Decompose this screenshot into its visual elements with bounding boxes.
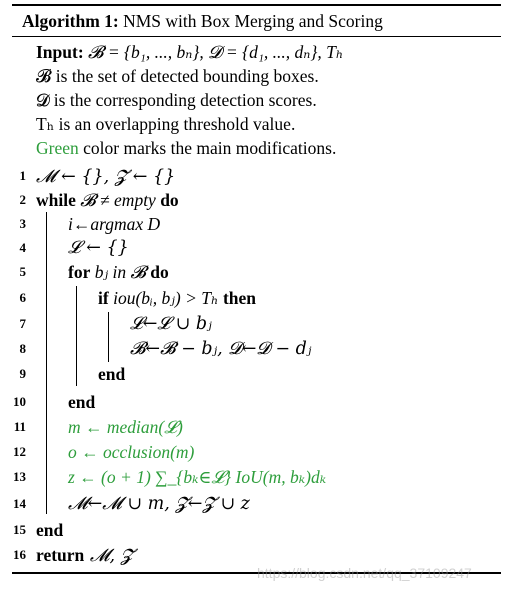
line-number: 1 [19, 168, 26, 183]
input-expression: 𝓑 = {b₁, ..., bₙ}, 𝓓 = {d₁, ..., dₙ}, Tₕ [88, 42, 344, 62]
keyword-if: if [98, 288, 109, 308]
preamble-green-note [36, 136, 336, 160]
algo-line-7: 𝓛←𝓛 ∪ bⱼ [130, 314, 212, 334]
line-number: 4 [19, 240, 26, 255]
keyword-for: for [68, 262, 91, 282]
line-number: 13 [13, 469, 26, 484]
line-number: 14 [13, 496, 26, 511]
keyword-then: then [222, 288, 257, 308]
input-line [36, 40, 343, 64]
algo-line-2 [36, 188, 179, 212]
line-number: 12 [13, 444, 26, 459]
while-block-bar [46, 212, 47, 514]
line-number: 16 [13, 547, 26, 562]
preamble-b-desc: 𝓑 is the set of detected bounding boxes. [36, 66, 319, 86]
title-rule [12, 36, 501, 37]
line-number: 11 [13, 419, 26, 434]
line-number: 3 [19, 216, 26, 231]
return-values: 𝓜, 𝓩 [84, 546, 133, 566]
algo-line-11: m ← median(𝓛) [68, 417, 183, 437]
if-condition: iou(bᵢ, bⱼ) > Tₕ [108, 288, 223, 308]
algorithm-name: NMS with Box Merging and Scoring [123, 11, 383, 31]
algo-line-4: 𝓛 ← {} [68, 238, 129, 258]
input-label: Input: [36, 42, 84, 62]
for-condition: bⱼ in 𝓑 [90, 262, 151, 282]
preamble-t-desc: Tₕ is an overlapping threshold value. [36, 114, 296, 134]
line-number: 2 [19, 192, 26, 207]
algo-line-5 [68, 260, 169, 284]
keyword-do: do [150, 262, 169, 282]
algo-line-9: end [98, 364, 126, 384]
line-number: 5 [19, 264, 26, 279]
green-note-rest: color marks the main modifications. [78, 138, 337, 158]
while-condition: 𝓑 ≠ empty [75, 190, 161, 210]
line-number: 15 [13, 522, 26, 537]
algorithm-title [22, 9, 383, 33]
algo-line-3: i←argmax D [68, 214, 161, 234]
line-number: 9 [19, 366, 26, 381]
line-number: 7 [19, 316, 26, 331]
line-number: 10 [13, 394, 26, 409]
for-block-bar [76, 286, 77, 386]
line-number: 6 [19, 290, 26, 305]
algo-line-8: 𝓑←𝓑 − bⱼ, 𝓓←𝓓 − dⱼ [130, 339, 312, 359]
keyword-do: do [160, 190, 179, 210]
green-word: Green [36, 138, 79, 158]
algo-line-14: 𝓜←𝓜 ∪ m, 𝓩←𝓩 ∪ z [68, 494, 250, 514]
keyword-while: while [36, 190, 76, 210]
algo-line-6 [98, 286, 256, 310]
algo-line-1 [36, 164, 175, 189]
keyword-return: return [36, 545, 85, 565]
preamble-d-desc: 𝓓 is the corresponding detection scores. [36, 90, 317, 110]
top-rule [12, 4, 501, 6]
if-block-bar [108, 312, 109, 362]
algo-line-10: end [68, 392, 96, 412]
watermark: https://blog.csdn.net/qq_37109247 [257, 565, 472, 581]
algorithm-label: Algorithm 1: [22, 11, 119, 31]
algo-line-13: z ← (o + 1) ∑_{bₖ∈𝓛} IoU(m, bₖ)dₖ [68, 467, 327, 487]
init-sets: 𝓜 ← {}, 𝓩 ← {} [36, 167, 176, 187]
algo-line-15: end [36, 520, 64, 540]
line-number: 8 [19, 341, 26, 356]
algo-line-12: o ← occlusion(m) [68, 442, 195, 462]
algo-line-16 [36, 543, 133, 568]
